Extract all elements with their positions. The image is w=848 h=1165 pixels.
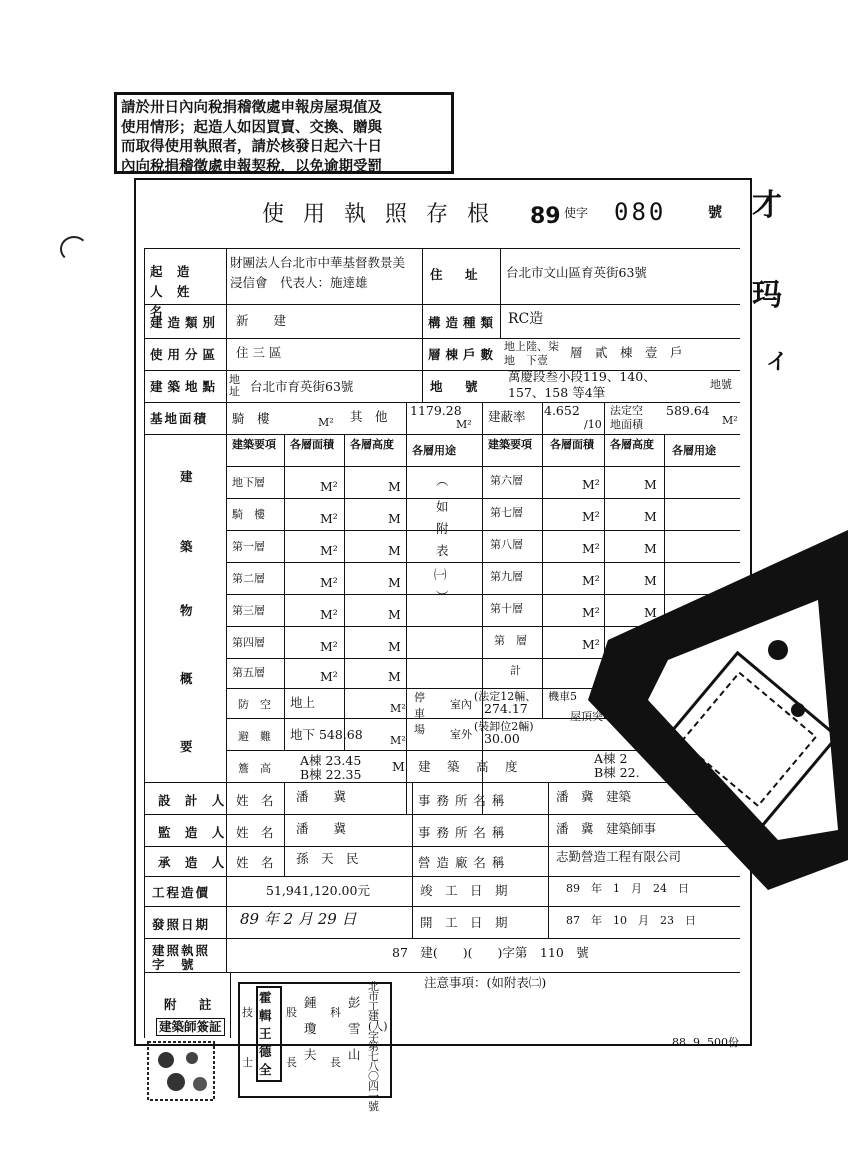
contractor-name: 孫 天 民 (296, 851, 359, 866)
unit-m: M (388, 575, 401, 590)
permit-suffix: 號 (708, 205, 722, 221)
col-height: 各層高度 (610, 438, 654, 451)
use-note-char: 附 (436, 521, 449, 536)
divider (500, 248, 501, 338)
supervisor-name: 潘 冀 (296, 821, 347, 836)
unit-m: M (644, 509, 657, 524)
use-note-char: 表 (436, 543, 449, 558)
unit-m2: M² (582, 509, 600, 524)
shelter-label: 防 空 (238, 698, 271, 711)
unit-m2: M² (582, 637, 600, 652)
floor-label: 第二層 (232, 572, 265, 585)
unit-m2: M² (390, 734, 406, 747)
divider (144, 338, 740, 339)
unit-m2: M² (320, 575, 338, 590)
col-height: 各層高度 (350, 438, 394, 451)
divider (144, 304, 740, 305)
floor-label: 第五層 (232, 666, 265, 679)
designer-label: 設 計 人 (158, 793, 230, 808)
floor-label: 第四層 (232, 636, 265, 649)
structure-value: RC造 (508, 311, 544, 327)
divider (230, 972, 231, 1038)
unit-m2: M² (582, 605, 600, 620)
lot-line1: 萬慶段叁小段119、140、 (508, 369, 656, 384)
unit-m: M (388, 479, 401, 494)
roof-note: 屋頂突 (570, 710, 603, 723)
use-note-char: ㈠ (434, 567, 447, 582)
architect-seal-icon (146, 1040, 216, 1102)
cost-value: 51,941,120.00元 (266, 883, 370, 898)
finish-date-label: 竣 工 日 期 (420, 883, 508, 898)
address-value: 台北市文山區育英街63號 (506, 265, 647, 280)
shelter-label2: 避 難 (238, 730, 271, 743)
divider (226, 466, 740, 467)
architect-sign-label: 建築師簽証 (156, 1018, 225, 1036)
build-type-label: 建造類別 (150, 315, 221, 330)
director-signature: 彭雪山 (348, 995, 361, 1062)
unit-m2: M² (390, 702, 406, 715)
other-value: 1179.28 (410, 403, 462, 418)
floors-above: 地上陸、柒 (504, 340, 559, 353)
applicant-name-line1: 財團法人台北市中華基督教景美 (230, 255, 406, 270)
col-item: 建築要項 (488, 438, 532, 451)
floor-label: 第九層 (490, 570, 523, 583)
divider (144, 248, 145, 1038)
eave-a: A棟 23.45 (300, 753, 362, 768)
eave-label: 簷 高 (238, 762, 271, 775)
supervisor-label: 監 造 人 (158, 825, 230, 840)
total-label: 計 (510, 664, 521, 677)
divider (284, 434, 285, 750)
unit-m: M (644, 573, 657, 588)
unit-m2: M² (318, 416, 334, 429)
contractor-firm: 志勤營造工程有限公司 (556, 849, 682, 864)
notes-text: 注意事項：(如附表㈡) (424, 975, 547, 990)
unit-m: M (388, 669, 401, 684)
col-area: 各層面積 (550, 438, 594, 451)
col-use: 各層用途 (412, 444, 456, 457)
use-note-char: ︶ (436, 589, 449, 604)
permit-number: 080 (614, 198, 667, 226)
structure-label: 構造種類 (428, 315, 499, 330)
designer-name: 潘 冀 (296, 789, 347, 804)
building-height-b: B棟 22. (594, 765, 640, 780)
divider (542, 402, 543, 718)
site-value: 台北市育英街63號 (250, 379, 354, 394)
name-label: 姓 名 (236, 855, 274, 870)
permit-ref: 87 建( )( )字第 110 號 (392, 945, 589, 960)
finish-date: 89 年 1 月 24 日 (566, 882, 689, 895)
zone-label: 使用分區 (150, 347, 221, 362)
notice-line: 使用情形；起造人如因買賣、交換、贈與 (121, 118, 382, 136)
cost-label: 工程造價 (152, 885, 211, 900)
divider (422, 248, 423, 402)
unit-m: M (388, 543, 401, 558)
unit-m2: M² (320, 511, 338, 526)
permit-word: 使字 (564, 206, 589, 220)
address-label: 住 址 (430, 267, 483, 282)
tax-notice (114, 92, 454, 174)
eave-b: B棟 22.35 (300, 767, 362, 782)
name-label: 姓 名 (236, 825, 274, 840)
floors-label: 層棟戶數 (428, 347, 499, 362)
divider (144, 434, 740, 435)
unit-m2: M² (582, 573, 600, 588)
floor-label: 第一層 (232, 540, 265, 553)
divider (284, 782, 285, 876)
section-chief-signature: 鍾瓊夫 (304, 995, 317, 1062)
divider (548, 782, 549, 938)
print-info: 88. 9. 500份 (672, 1036, 739, 1049)
firm-label: 營 造 廠 名 稱 (418, 855, 506, 870)
building-height-label: 建 築 高 度 (418, 759, 520, 774)
building-height-a: A棟 2 (594, 751, 628, 766)
name-label: 姓 名 (236, 793, 274, 808)
unit-m: M (644, 605, 657, 620)
floor-label: 第八層 (490, 538, 523, 551)
building-section-char: 概 (180, 671, 198, 686)
outdoor-value: 30.00 (484, 731, 520, 746)
technician-seal: 霍輯王德全 (256, 986, 282, 1082)
divider (144, 972, 740, 973)
unit-m: M (388, 639, 401, 654)
floors-below: 地 下壹 (504, 354, 548, 367)
open-space-label2: 地面積 (610, 418, 643, 431)
arcade-label: 騎 樓 (232, 411, 270, 426)
start-date-label: 開 工 日 期 (420, 915, 508, 930)
shelter-below: 地下 548.68 (290, 727, 363, 742)
use-note-char: ︵ (436, 473, 449, 488)
notice-line: 請於卅日內向稅捐稽徵處申報房屋現值及 (121, 99, 382, 116)
lot-suffix: 地號 (710, 378, 732, 391)
col-area: 各層面積 (290, 438, 334, 451)
divider (144, 906, 740, 907)
coverage-label: 建蔽率 (488, 409, 526, 424)
unit-m: M (388, 511, 401, 526)
issue-date: 89 年 2 月 29 日 (240, 910, 357, 928)
coverage-unit: /10 (584, 418, 602, 431)
building-section-char: 建 (180, 469, 198, 484)
divider (344, 434, 345, 750)
open-space-label: 法定空 (610, 404, 643, 417)
unit-m2: M² (582, 541, 600, 556)
unit-m2: M² (320, 669, 338, 684)
site-area-label: 基地面積 (150, 411, 209, 426)
floor-label: 第 層 (494, 634, 527, 647)
floor-label: 第十層 (490, 602, 523, 615)
notice-line: 而取得使用執照者，請於核發日起六十日 (121, 138, 382, 155)
floor-label: 第六層 (490, 474, 523, 487)
lot-line2: 157、158 等4筆 (508, 385, 606, 400)
unit-m: M (644, 541, 657, 556)
stamp-col-section-chief: 股長 (286, 1006, 297, 1069)
unit-m2: M² (320, 639, 338, 654)
moto-note: 機車5 (548, 690, 577, 703)
floors-rest: 層 貳 棟 壹 戶 (570, 345, 683, 360)
floor-label: 第三層 (232, 604, 265, 617)
site-prefix: 地址 (229, 373, 240, 398)
indoor-label: 室內 (450, 698, 472, 711)
unit-m: M (644, 477, 657, 492)
parking-label: 停車場 (414, 691, 425, 736)
unit-m2: M² (582, 477, 600, 492)
other-label: 其 他 (350, 409, 388, 424)
divider (226, 498, 740, 499)
open-space-value: 589.64 (666, 403, 710, 418)
unit-m: M (392, 759, 405, 774)
notes-label: 附 註 (164, 997, 217, 1012)
start-date: 87 年 10 月 23 日 (566, 914, 696, 927)
building-section-char: 物 (180, 603, 198, 618)
permit-year: 89 (530, 204, 561, 229)
unit-m2: M² (722, 414, 738, 427)
designer-office: 潘 冀 建築 (556, 789, 632, 804)
col-use: 各層用途 (672, 444, 716, 457)
stamp-col-technician: 技士 (242, 1006, 253, 1069)
stamp-col-director: 科長 (330, 1006, 341, 1069)
floor-label: 第七層 (490, 506, 523, 519)
shelter-above: 地上 (290, 695, 316, 710)
office-label: 事 務 所 名 稱 (418, 793, 506, 808)
divider (482, 402, 483, 814)
overlay-stamp-wedge (588, 530, 848, 890)
outdoor-note: (裝卸位2輛) (474, 720, 534, 733)
office-label: 事 務 所 名 稱 (418, 825, 506, 840)
divider (144, 248, 740, 249)
applicant-label: 起 造 人 姓 名 (150, 264, 195, 319)
floor-label: 騎 樓 (232, 508, 265, 521)
license-number: 北市工建(人)字第七八〇四一號 (368, 980, 388, 1113)
building-section-char: 要 (180, 739, 198, 754)
building-section-char: 築 (180, 539, 198, 554)
indoor-note: (法定12輛、 (474, 690, 537, 703)
permit-label: 建照執照字 號 (152, 943, 211, 972)
unit-m2: M² (320, 607, 338, 622)
contractor-label: 承 造 人 (158, 855, 230, 870)
coverage-value: 4.652 (544, 403, 580, 418)
unit-m2: M² (320, 479, 338, 494)
build-type-value: 新 建 (236, 313, 287, 328)
divider (144, 938, 740, 939)
applicant-name-line2: 浸信會 代表人：施達雄 (230, 275, 368, 290)
punch-hole-mark (60, 236, 88, 262)
supervisor-office: 潘 冀 建築師事 (556, 821, 657, 836)
unit-m2: M² (456, 418, 472, 431)
notice-line: 內向稅捐稽徵處申報契稅，以免逾期受罰 (121, 157, 382, 175)
floor-label: 地下層 (232, 476, 265, 489)
edge-glyph: 玛 (752, 278, 782, 313)
form-title: 使 用 執 照 存 根 (262, 202, 495, 227)
edge-glyph: イ (766, 349, 789, 375)
lot-label: 地 號 (430, 379, 483, 394)
zone-value: 住三區 (236, 345, 286, 360)
use-note-char: 如 (436, 499, 449, 514)
edge-glyph: 才 (752, 188, 782, 223)
divider (406, 402, 407, 814)
unit-m2: M² (320, 543, 338, 558)
divider (412, 782, 413, 938)
unit-m: M (388, 607, 401, 622)
col-item: 建築要項 (232, 438, 276, 451)
outdoor-label: 室外 (450, 728, 472, 741)
issue-date-label: 發照日期 (152, 917, 211, 932)
site-label: 建築地點 (150, 379, 221, 394)
indoor-value: 274.17 (484, 701, 528, 716)
